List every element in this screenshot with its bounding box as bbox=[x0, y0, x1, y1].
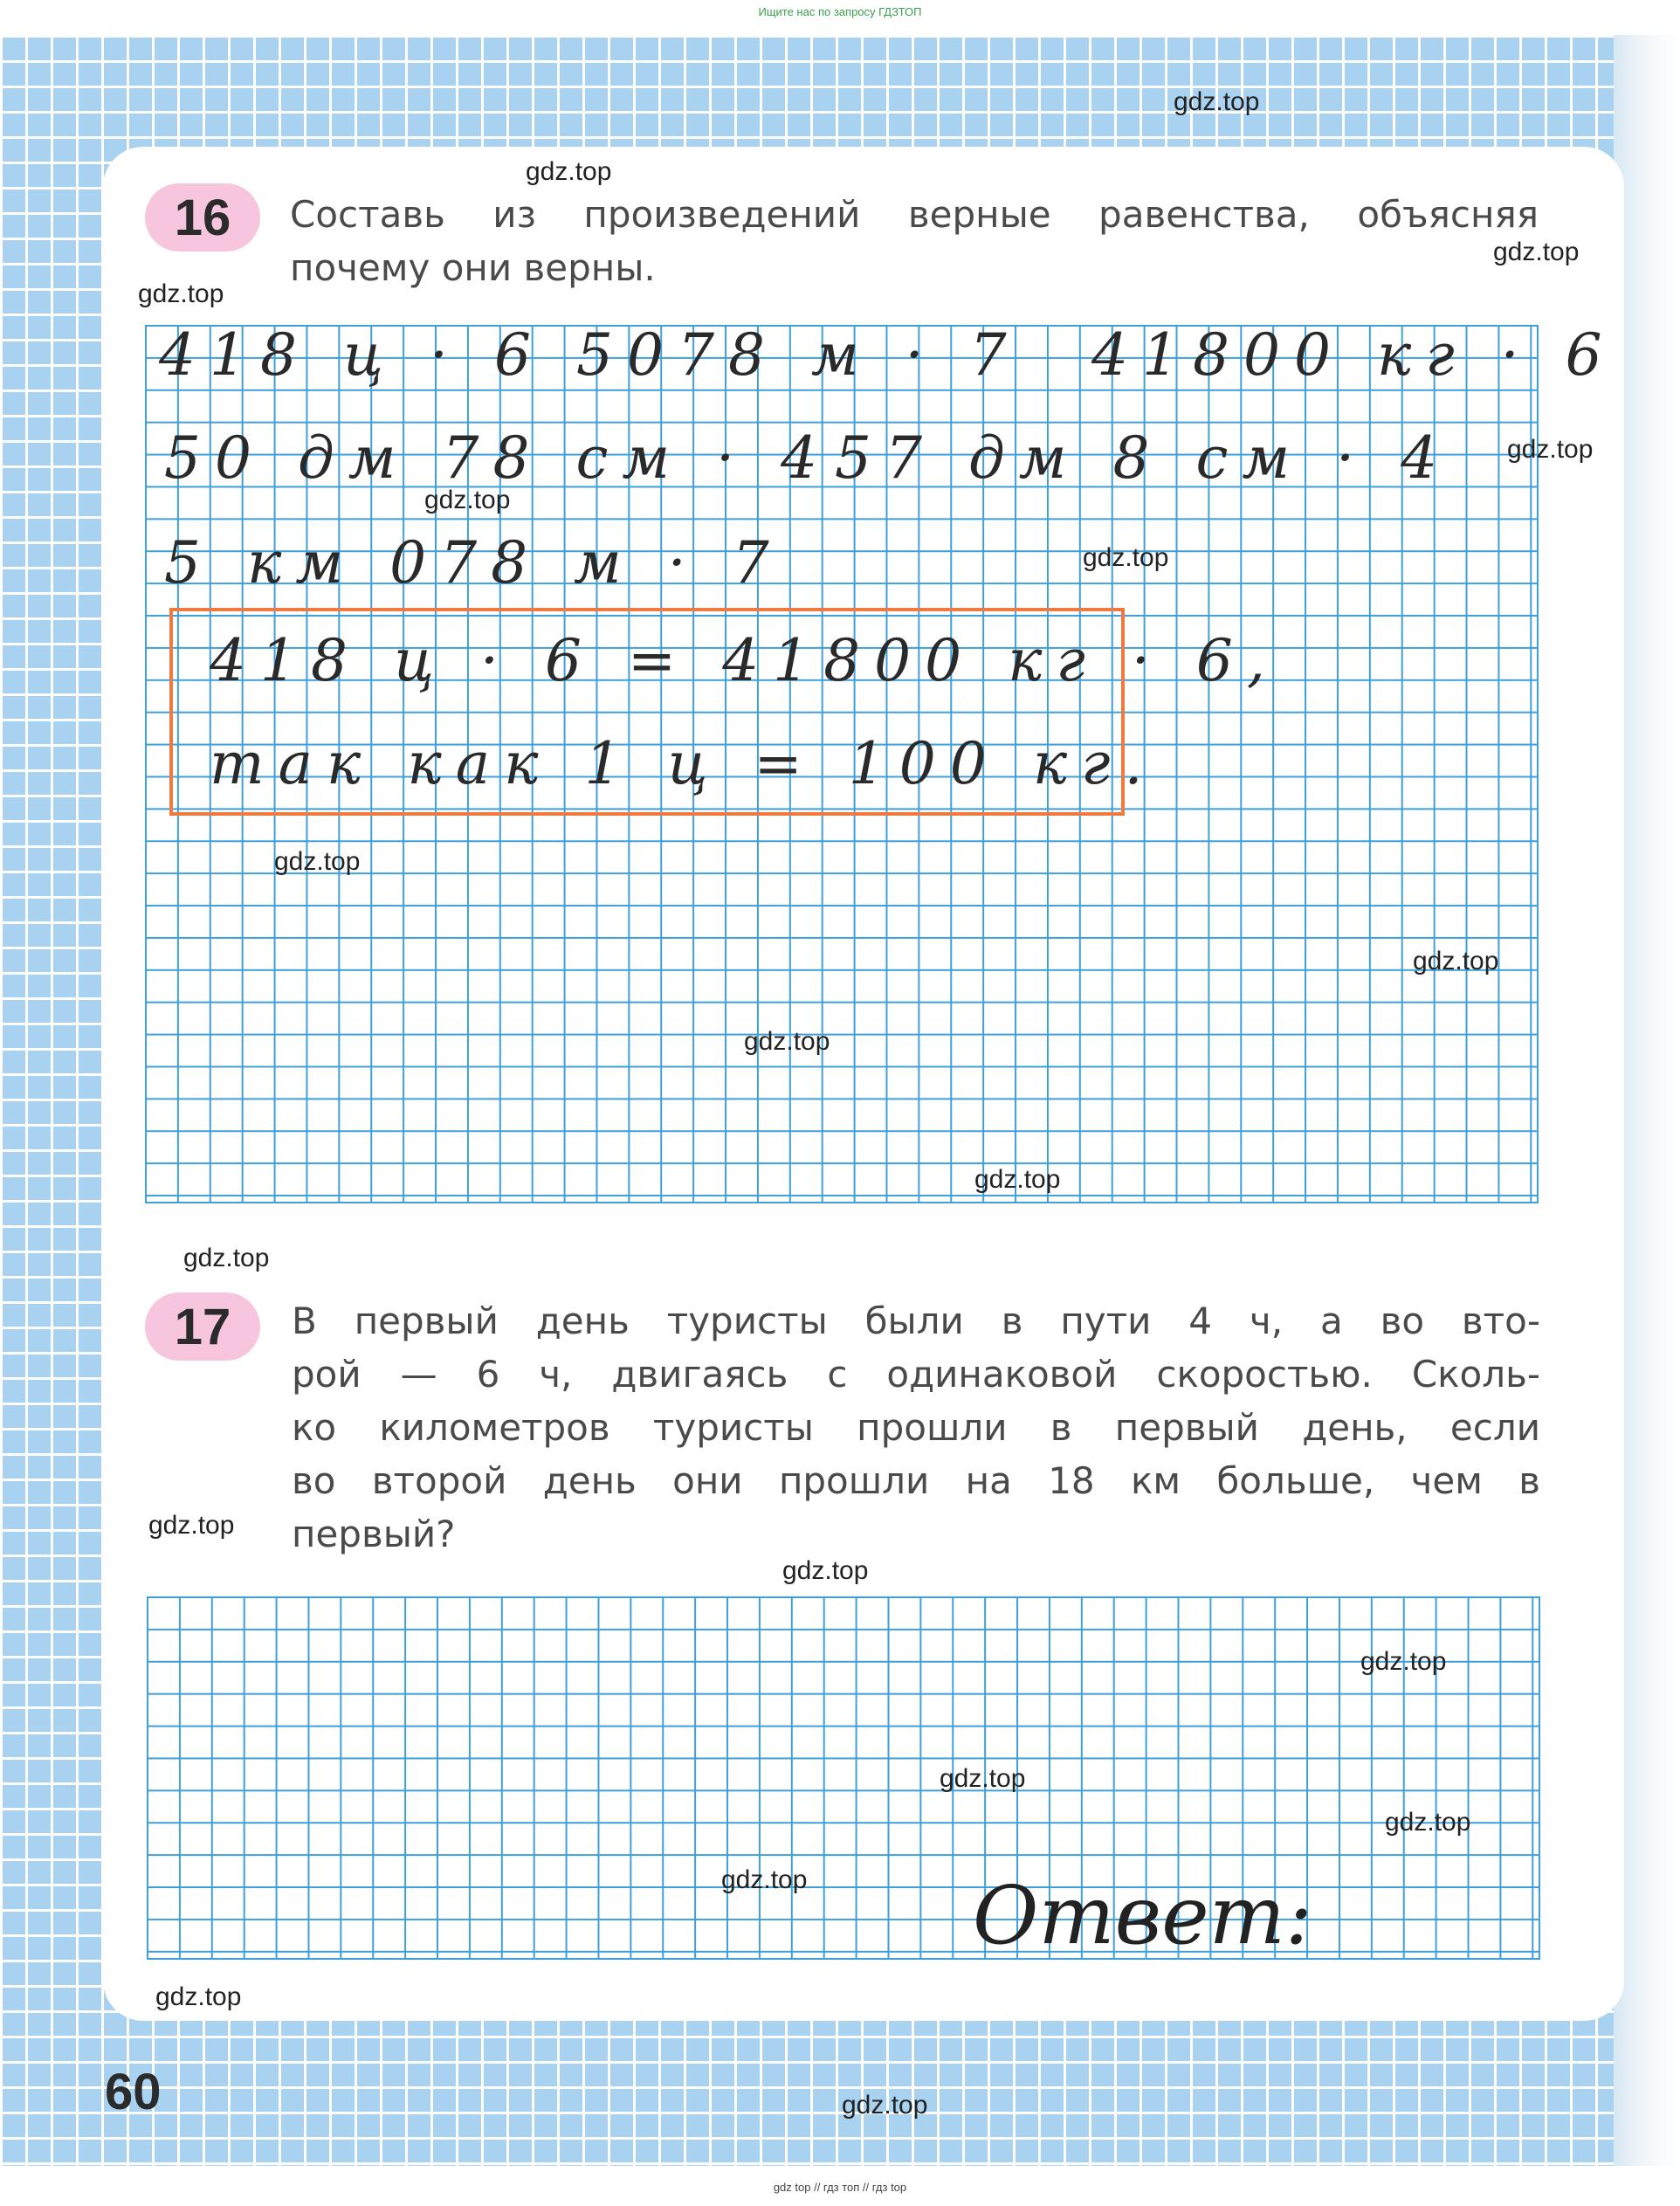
answer-line-2: так как 1 ц = 100 кг. bbox=[210, 730, 1157, 797]
watermark: gdz.top bbox=[1360, 1647, 1447, 1676]
answer-label: Ответ: bbox=[973, 1869, 1312, 1962]
task-17-text bbox=[292, 1294, 1540, 1561]
answer-line-1: 418 ц · 6 = 41800 кг · 6, bbox=[210, 627, 1279, 694]
watermark: gdz.top bbox=[744, 1027, 830, 1056]
watermark: gdz.top bbox=[526, 157, 612, 186]
task-17-badge: 17 bbox=[145, 1293, 260, 1361]
task-16-text bbox=[290, 188, 1539, 294]
task-17-line-5: первый? bbox=[292, 1513, 456, 1555]
given-product-6: 5 км 078 м · 7 bbox=[164, 529, 783, 596]
watermark: gdz.top bbox=[155, 1982, 242, 2011]
top-note: Ищите нас по запросу ГДЗТОП bbox=[758, 5, 922, 18]
watermark: gdz.top bbox=[1493, 238, 1580, 266]
page-number: 60 bbox=[105, 2064, 162, 2120]
task-17-line-4: во второй день они прошли на 18 км больше, чем в bbox=[292, 1459, 1540, 1502]
watermark: gdz.top bbox=[1174, 87, 1260, 116]
task-17-grid[interactable] bbox=[147, 1596, 1540, 1960]
watermark: gdz.top bbox=[1385, 1808, 1471, 1837]
task-17-line-1: В первый день туристы были в пути 4 ч, а во вто- bbox=[292, 1299, 1540, 1342]
watermark: gdz.top bbox=[721, 1865, 808, 1894]
given-product-2: 5078 м · 7 bbox=[576, 321, 1021, 389]
task-17-line-2: рой — 6 ч, двигаясь с одинаковой скоростью. Сколь- bbox=[292, 1353, 1540, 1396]
given-product-5: 57 дм 8 см · 4 bbox=[835, 424, 1452, 492]
watermark: gdz.top bbox=[424, 486, 511, 514]
given-product-1: 418 ц · 6 bbox=[159, 321, 545, 389]
watermark: gdz.top bbox=[138, 279, 224, 308]
watermark: gdz.top bbox=[1507, 435, 1594, 464]
given-product-3: 41800 кг · 6 bbox=[1091, 321, 1616, 389]
watermark: gdz.top bbox=[148, 1511, 235, 1540]
task-16-line-1: Составь из произведений верные равенства, объясняя bbox=[290, 193, 1539, 236]
task-16-line-2: почему они верны. bbox=[290, 246, 656, 289]
watermark: gdz.top bbox=[782, 1556, 869, 1585]
task-16-badge: 16 bbox=[145, 183, 260, 252]
watermark: gdz.top bbox=[1413, 947, 1499, 975]
bottom-note: gdz top // гдз топ // гдз top bbox=[773, 2181, 907, 2194]
task-17-line-3: ко километров туристы прошли в первый день, если bbox=[292, 1406, 1540, 1449]
watermark: gdz.top bbox=[183, 1244, 270, 1272]
given-product-4: 50 дм 78 см · 4 bbox=[164, 424, 832, 492]
watermark: gdz.top bbox=[974, 1165, 1061, 1194]
watermark: gdz.top bbox=[940, 1764, 1026, 1793]
watermark: gdz.top bbox=[1083, 543, 1169, 572]
watermark: gdz.top bbox=[274, 847, 361, 876]
watermark: gdz.top bbox=[842, 2091, 928, 2120]
